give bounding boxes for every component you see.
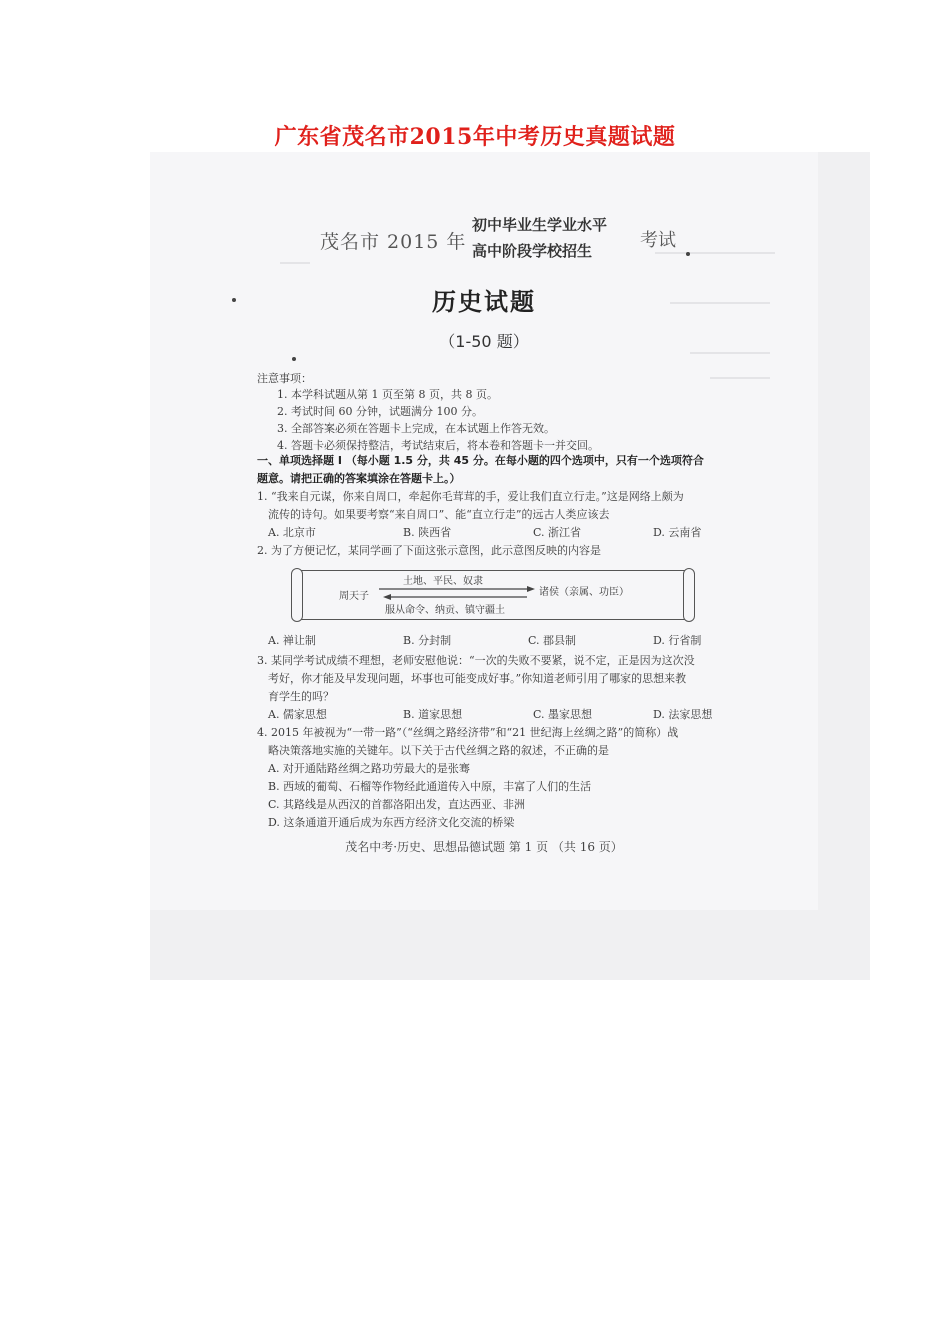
question-3-text: 3. 某同学考试成绩不理想，老师安慰他说：“一次的失败不要紧，说不定，正是因为这次没 <box>257 654 695 667</box>
option-a: A. 对开通陆路丝绸之路功劳最大的是张骞 <box>268 762 470 775</box>
header-level <box>472 212 607 264</box>
page-footer: 茂名中考·历史、思想品德试题 第 1 页 （共 16 页） <box>345 840 623 854</box>
section-heading: 一、单项选择题 I （每小题 1.5 分，共 45 分。在每小题的四个选项中，只有一个选项符合 <box>257 454 704 467</box>
option-c: C. 其路线是从西汉的首都洛阳出发，直达西亚、非洲 <box>268 798 526 811</box>
question-4-text: 4. 2015 年被视为“一带一路”（“丝绸之路经济带”和“21 世纪海上丝绸之路”的简称）战 <box>257 726 679 739</box>
section-heading-cont: 题意。请把正确的答案填涂在答题卡上。） <box>257 472 461 485</box>
scan-speck <box>686 252 690 256</box>
note-item: 1. 本学科试题从第 1 页至第 8 页，共 8 页。 <box>277 388 498 401</box>
scan-speck <box>292 357 296 361</box>
question-1-text: 1. “我来自元谋，你来自周口，牵起你毛茸茸的手，爱让我们直立行走。”这是网络上颇为 <box>257 490 684 503</box>
subject-title: 历史试题 <box>432 288 536 316</box>
question-1-text: 流传的诗句。如果要考察“来自周口”、能“直立行走”的远古人类应该去 <box>268 508 610 521</box>
diagram-label-bottom: 服从命令、纳贡、镇守疆土 <box>385 605 505 616</box>
question-3-text: 育学生的吗？ <box>268 690 334 703</box>
document-title: 广东省茂名市2015年中考历史真题试题 <box>274 124 676 150</box>
option-a: A. 北京市 <box>268 526 316 539</box>
option-c: C. 郡县制 <box>528 634 577 647</box>
option-c: C. 浙江省 <box>533 526 582 539</box>
option-d: D. 法家思想 <box>653 708 713 721</box>
diagram-label-right: 诸侯（亲属、功臣） <box>539 587 629 598</box>
notes-heading: 注意事项： <box>257 372 312 385</box>
header-exam: 考试 <box>640 230 676 251</box>
question-2-text: 2. 为了方便记忆，某同学画了下面这张示意图，此示意图反映的内容是 <box>257 544 601 557</box>
scanned-page <box>150 152 870 980</box>
header-level-line1: 初中毕业生学业水平 <box>472 216 608 234</box>
diagram-label-top: 土地、平民、奴隶 <box>403 576 483 587</box>
exam-paper <box>150 152 818 910</box>
option-b: B. 陕西省 <box>403 526 452 539</box>
option-c: C. 墨家思想 <box>533 708 593 721</box>
option-d: D. 云南省 <box>653 526 702 539</box>
option-d: D. 行省制 <box>653 634 702 647</box>
option-d: D. 这条通道开通后成为东西方经济文化交流的桥梁 <box>268 816 515 829</box>
question-range: （1-50 题） <box>439 332 529 351</box>
diagram-label-left: 周天子 <box>339 591 369 602</box>
header-city-year: 茂名市 2015 年 <box>320 231 467 253</box>
note-item: 4. 答题卡必须保持整洁，考试结束后，将本卷和答题卡一并交回。 <box>277 439 599 452</box>
feudal-diagram-scroll <box>298 570 688 620</box>
option-b: B. 西域的葡萄、石榴等作物经此通道传入中原，丰富了人们的生活 <box>268 780 592 793</box>
note-item: 2. 考试时间 60 分钟，试题满分 100 分。 <box>277 405 483 418</box>
question-4-text: 略决策落地实施的关键年。以下关于古代丝绸之路的叙述，不正确的是 <box>268 744 609 757</box>
option-a: A. 禅让制 <box>268 634 316 647</box>
option-a: A. 儒家思想 <box>268 708 327 721</box>
header-level-line2: 高中阶段学校招生 <box>472 242 593 260</box>
note-item: 3. 全部答案必须在答题卡上完成，在本试题上作答无效。 <box>277 422 555 435</box>
option-b: B. 分封制 <box>403 634 452 647</box>
question-3-text: 考好，你才能及早发现问题，坏事也可能变成好事。”你知道老师引用了哪家的思想来教 <box>268 672 687 685</box>
option-b: B. 道家思想 <box>403 708 463 721</box>
